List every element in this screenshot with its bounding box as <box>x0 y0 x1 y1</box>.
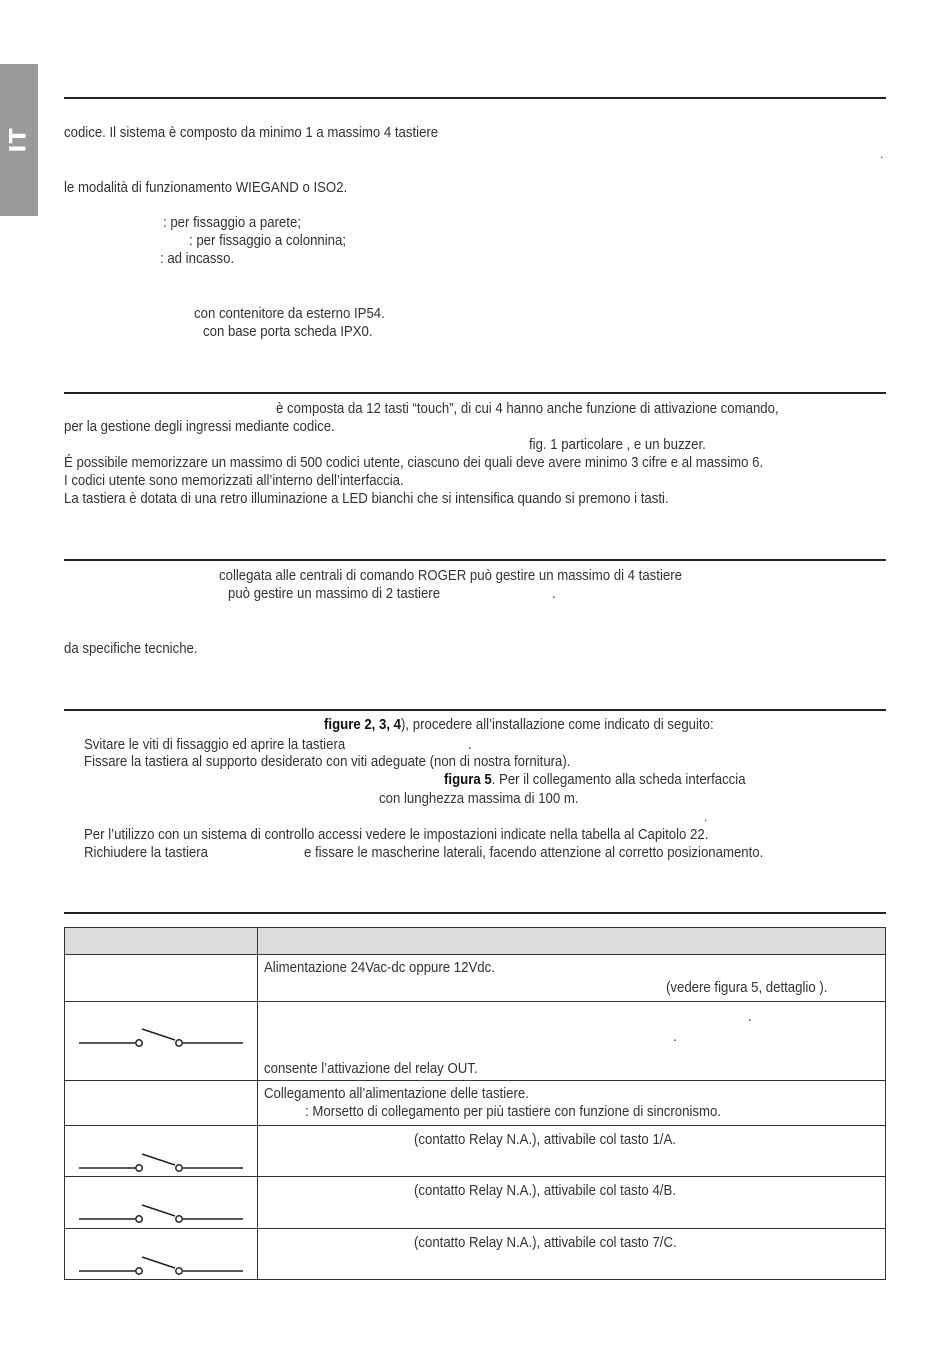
paragraph-line: codice. Il sistema è composto da minimo 1 a massimo 4 tastiere <box>64 124 439 141</box>
description-cell <box>258 955 886 1002</box>
step-line: Richiudere la tastiera <box>84 844 208 861</box>
list-item: con contenitore da esterno IP54. <box>194 305 385 322</box>
description-text: . <box>673 1028 677 1045</box>
table-row <box>65 1229 886 1280</box>
table-row <box>65 1177 886 1229</box>
description-text: (contatto Relay N.A.), attivabile col tasto 7/C. <box>414 1234 677 1251</box>
figure-reference: figura 5 <box>444 771 492 788</box>
table-header-cell <box>65 928 258 955</box>
paragraph-line: collegata alle centrali di comando ROGER può gestire un massimo di 4 tastiere <box>219 567 682 584</box>
step-line: con lunghezza massima di 100 m. <box>379 790 579 807</box>
description-cell <box>258 1126 886 1177</box>
paragraph-text: ), procedere all’installazione come indicato di seguito: <box>401 716 714 733</box>
paragraph-line: La tastiera è dotata di una retro illuminazione a LED bianchi che si intensifica quando si premono i tasti. <box>64 490 669 507</box>
switch-contact-icon <box>79 1024 243 1054</box>
switch-contact-icon <box>79 1197 243 1227</box>
language-tab <box>0 64 38 216</box>
section-divider <box>64 559 886 561</box>
step-line-end: . <box>468 736 472 753</box>
terminal-cell <box>65 1177 258 1229</box>
description-text: (vedere figura 5, dettaglio ). <box>666 979 828 996</box>
paragraph-line: É possibile memorizzare un massimo di 500 codici utente, ciascuno dei quali deve avere minimo 3 cifre e al massimo 6. <box>64 454 764 471</box>
figure-reference: figure 2, 3, 4 <box>324 716 402 733</box>
list-item: con base porta scheda IPX0. <box>203 323 373 340</box>
description-cell <box>258 1081 886 1126</box>
section-divider <box>64 912 886 914</box>
paragraph-line: per la gestione degli ingressi mediante codice. <box>64 418 335 435</box>
description-text: (contatto Relay N.A.), attivabile col tasto 4/B. <box>414 1182 676 1199</box>
paragraph-line: fig. 1 particolare , e un buzzer. <box>529 436 706 453</box>
section-divider <box>64 709 886 711</box>
description-cell <box>258 1002 886 1081</box>
switch-contact-icon <box>79 1146 243 1176</box>
paragraph-line <box>324 716 714 734</box>
step-line: e fissare le mascherine laterali, facendo attenzione al corretto posizionamento. <box>304 844 764 861</box>
step-line: Svitare le viti di fissaggio ed aprire la tastiera <box>84 736 346 753</box>
step-line: Fissare la tastiera al supporto desiderato con viti adeguate (non di nostra fornitura). <box>84 753 571 770</box>
paragraph-text: . Per il collegamento alla scheda interfaccia <box>491 771 746 788</box>
description-text: Collegamento all’alimentazione delle tastiere. <box>264 1085 529 1102</box>
description-text: . <box>748 1008 752 1025</box>
table-header-cell <box>258 928 886 955</box>
section-divider <box>64 97 886 99</box>
list-item: : ad incasso. <box>160 250 235 267</box>
paragraph-line-end: . <box>552 585 556 602</box>
table-row <box>65 955 886 1002</box>
language-code: IT <box>6 127 32 153</box>
description-text: consente l’attivazione del relay OUT. <box>264 1060 478 1077</box>
description-text: (contatto Relay N.A.), attivabile col tasto 1/A. <box>414 1131 676 1148</box>
paragraph-line: è composta da 12 tasti “touch”, di cui 4 hanno anche funzione di attivazione comando, <box>276 400 779 417</box>
paragraph-line: I codici utente sono memorizzati all’interno dell’interfaccia. <box>64 472 404 489</box>
paragraph-line: può gestire un massimo di 2 tastiere <box>228 585 441 602</box>
terminal-cell <box>65 955 258 1002</box>
list-item: : per fissaggio a colonnina; <box>189 232 347 249</box>
terminal-cell <box>65 1229 258 1280</box>
terminal-table <box>64 927 886 1280</box>
description-text: Alimentazione 24Vac-dc oppure 12Vdc. <box>264 959 495 976</box>
table-row <box>65 1002 886 1081</box>
paragraph-line-end: . <box>880 147 884 161</box>
section-divider <box>64 392 886 394</box>
description-cell <box>258 1177 886 1229</box>
table-header-row <box>65 928 886 955</box>
terminal-cell <box>65 1002 258 1081</box>
paragraph-line: da specifiche tecniche. <box>64 640 198 657</box>
table-row <box>65 1081 886 1126</box>
table-row <box>65 1126 886 1177</box>
terminal-cell <box>65 1126 258 1177</box>
step-line-end: . <box>704 810 708 824</box>
switch-contact-icon <box>79 1249 243 1279</box>
terminal-cell <box>65 1081 258 1126</box>
description-text: : Morsetto di collegamento per più tastiere con funzione di sincronismo. <box>305 1103 722 1120</box>
step-line: Per l’utilizzo con un sistema di controllo accessi vedere le impostazioni indicate nella tabella al Capitolo 22. <box>84 826 709 843</box>
description-cell <box>258 1229 886 1280</box>
step-line <box>444 771 746 789</box>
list-item: : per fissaggio a parete; <box>163 214 301 231</box>
paragraph-line: le modalità di funzionamento WIEGAND o ISO2. <box>64 179 348 196</box>
